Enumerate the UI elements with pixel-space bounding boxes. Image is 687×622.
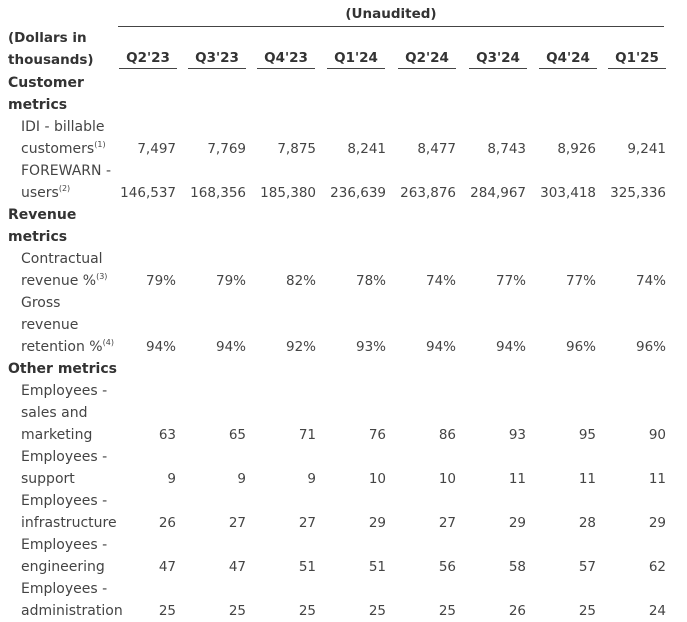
table-row-line — [0, 512, 687, 534]
table-row-line — [0, 116, 687, 138]
row-label — [21, 138, 106, 160]
table-cell: 168,356 — [190, 185, 246, 201]
table-cell: 96% — [635, 339, 666, 355]
table-row-line — [0, 380, 687, 402]
row-label — [21, 248, 103, 270]
table-cell: 27 — [438, 515, 456, 531]
table-cell: 95 — [578, 427, 596, 443]
table-row-line — [0, 424, 687, 446]
table-cell: 51 — [298, 559, 316, 575]
table-line — [0, 204, 687, 226]
table-line — [0, 72, 687, 94]
table-cell: 236,639 — [330, 185, 386, 201]
table-cell: 79% — [145, 273, 176, 289]
row-label — [21, 490, 107, 512]
table-row-line — [0, 468, 687, 490]
table-line — [0, 94, 687, 116]
table-cell: 24 — [648, 603, 666, 619]
table-cell: 76 — [368, 427, 386, 443]
table-cell: 79% — [215, 273, 246, 289]
row-label — [21, 182, 70, 204]
table-row-line — [0, 270, 687, 292]
table-cell: 90 — [648, 427, 666, 443]
footnote-marker: (3) — [96, 272, 108, 281]
section-title: metrics — [8, 229, 68, 245]
table-row-line — [0, 314, 687, 336]
table-cell: 263,876 — [400, 185, 456, 201]
table-cell: 185,380 — [260, 185, 316, 201]
table-cell: 77% — [565, 273, 596, 289]
table-cell: 58 — [508, 559, 526, 575]
row-label-text: engineering — [21, 559, 105, 575]
table-cell: 26 — [508, 603, 526, 619]
table-line — [0, 358, 687, 380]
table-row-line — [0, 490, 687, 512]
quarter-header: Q2'24 — [398, 50, 456, 69]
table-cell: 11 — [648, 471, 666, 487]
table-cell: 10 — [438, 471, 456, 487]
table-row-line — [0, 182, 687, 204]
row-label — [21, 336, 114, 358]
table-cell: 77% — [495, 273, 526, 289]
row-label-text: sales and — [21, 405, 88, 421]
row-label — [21, 292, 60, 314]
row-label-text: users — [21, 185, 59, 201]
table-cell: 94% — [495, 339, 526, 355]
row-label-text: Employees - — [21, 581, 108, 597]
row-label — [21, 512, 117, 534]
table-row-line — [0, 556, 687, 578]
table-cell: 47 — [158, 559, 176, 575]
footnote-marker: (2) — [58, 184, 71, 193]
table-cell: 146,537 — [120, 185, 176, 201]
units-label-line2: thousands) — [8, 52, 94, 68]
table-cell: 25 — [158, 603, 176, 619]
table-cell: 8,241 — [347, 141, 386, 157]
table-cell: 284,967 — [470, 185, 526, 201]
row-label — [21, 402, 87, 424]
row-label-text: customers — [21, 141, 95, 157]
quarter-header: Q3'23 — [188, 50, 246, 69]
row-label-text: administration — [21, 603, 123, 619]
table-row-line — [0, 292, 687, 314]
table-row-line — [0, 160, 687, 182]
row-label-text: retention % — [21, 339, 103, 355]
row-label-text: revenue % — [21, 273, 97, 289]
quarter-header: Q4'23 — [257, 50, 315, 69]
table-cell: 94% — [145, 339, 176, 355]
table-cell: 74% — [635, 273, 666, 289]
row-label-text: infrastructure — [21, 515, 117, 531]
table-cell: 11 — [508, 471, 526, 487]
quarter-header: Q1'25 — [608, 50, 666, 69]
section-title: Revenue — [8, 207, 77, 223]
table-cell: 27 — [298, 515, 316, 531]
quarter-header: Q3'24 — [469, 50, 527, 69]
table-cell: 9 — [237, 471, 246, 487]
row-label — [21, 380, 107, 402]
table-cell: 93 — [508, 427, 526, 443]
table-row-line — [0, 248, 687, 270]
table-cell: 7,875 — [277, 141, 316, 157]
table-cell: 8,477 — [417, 141, 456, 157]
row-label — [21, 578, 107, 600]
table-cell: 78% — [355, 273, 386, 289]
table-cell: 9 — [307, 471, 316, 487]
table-cell: 25 — [368, 603, 386, 619]
table-cell: 93% — [355, 339, 386, 355]
row-label — [21, 534, 107, 556]
row-label-text: Gross — [21, 295, 61, 311]
row-label-text: IDI - billable — [21, 119, 105, 135]
row-label-text: Employees - — [21, 493, 108, 509]
row-label — [21, 556, 105, 578]
section-title: Customer — [8, 75, 84, 91]
table-cell: 96% — [565, 339, 596, 355]
row-label — [21, 116, 105, 138]
table-row-line — [0, 446, 687, 468]
table-cell: 29 — [508, 515, 526, 531]
table-cell: 25 — [438, 603, 456, 619]
table-cell: 303,418 — [540, 185, 596, 201]
footnote-marker: (1) — [94, 140, 106, 149]
section-title: Other metrics — [8, 361, 117, 377]
table-cell: 8,926 — [557, 141, 596, 157]
table-cell: 92% — [285, 339, 316, 355]
table-cell: 7,769 — [207, 141, 246, 157]
table-row-line — [0, 336, 687, 358]
row-label-text: Employees - — [21, 449, 108, 465]
units-label-line1: (Dollars in — [8, 30, 87, 46]
footnote-marker: (4) — [102, 338, 114, 347]
table-cell: 71 — [298, 427, 316, 443]
table-cell: 65 — [228, 427, 246, 443]
table-cell: 9 — [167, 471, 176, 487]
table-cell: 74% — [425, 273, 456, 289]
table-row-line — [0, 578, 687, 600]
row-label-text: FOREWARN - — [21, 163, 112, 179]
table-cell: 94% — [215, 339, 246, 355]
row-label — [21, 446, 107, 468]
row-label — [21, 314, 78, 336]
quarter-header: Q2'23 — [119, 50, 177, 69]
row-label-text: Contractual — [21, 251, 103, 267]
row-label-text: Employees - — [21, 383, 108, 399]
table-cell: 29 — [648, 515, 666, 531]
quarter-header: Q4'24 — [539, 50, 597, 69]
row-label — [21, 270, 107, 292]
table-row-line — [0, 402, 687, 424]
table-cell: 94% — [425, 339, 456, 355]
table-cell: 51 — [368, 559, 386, 575]
table-cell: 86 — [438, 427, 456, 443]
table-cell: 25 — [298, 603, 316, 619]
table-cell: 57 — [578, 559, 596, 575]
table-cell: 11 — [578, 471, 596, 487]
table-row-line — [0, 600, 687, 622]
row-label — [21, 160, 111, 182]
table-cell: 62 — [648, 559, 666, 575]
table-cell: 29 — [368, 515, 386, 531]
table-cell: 26 — [158, 515, 176, 531]
section-title: metrics — [8, 97, 68, 113]
table-cell: 7,497 — [137, 141, 176, 157]
row-label-text: marketing — [21, 427, 93, 443]
row-label — [21, 600, 123, 622]
row-label — [21, 468, 75, 490]
table-cell: 63 — [158, 427, 176, 443]
row-label — [21, 424, 92, 446]
table-cell: 82% — [285, 273, 316, 289]
table-cell: 10 — [368, 471, 386, 487]
row-label-text: Employees - — [21, 537, 108, 553]
table-cell: 8,743 — [487, 141, 526, 157]
table-cell: 28 — [578, 515, 596, 531]
table-cell: 56 — [438, 559, 456, 575]
row-label-text: revenue — [21, 317, 79, 333]
row-label-text: support — [21, 471, 75, 487]
header-rule — [118, 26, 664, 27]
table-cell: 25 — [228, 603, 246, 619]
table-row-line — [0, 138, 687, 160]
table-cell: 27 — [228, 515, 246, 531]
table-cell: 47 — [228, 559, 246, 575]
table-line — [0, 226, 687, 248]
table-row-line — [0, 534, 687, 556]
table-cell: 325,336 — [610, 185, 666, 201]
quarter-header: Q1'24 — [327, 50, 385, 69]
unaudited-header: (Unaudited) — [345, 6, 437, 22]
table-cell: 25 — [578, 603, 596, 619]
table-cell: 9,241 — [627, 141, 666, 157]
